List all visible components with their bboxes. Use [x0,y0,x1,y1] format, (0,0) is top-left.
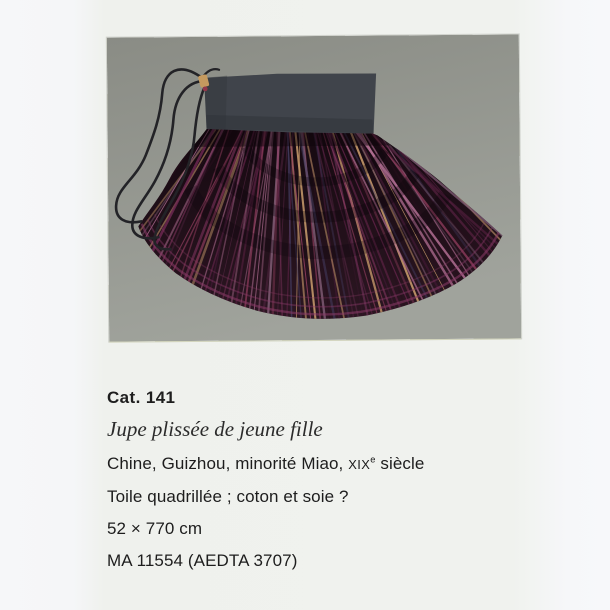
caption-block [107,386,527,577]
origin-line: Chine, Guizhou, minorité Miao, XIXe siècle [107,454,425,473]
catalog-number: Cat. 141 [107,388,176,407]
inventory-line: MA 11554 (AEDTA 3707) [107,551,298,570]
skirt-illustration [107,34,521,341]
artifact-photo [107,34,521,341]
dimensions-line: 52 × 770 cm [107,519,203,538]
material-line: Toile quadrillée ; coton et soie ? [107,487,349,506]
century-smallcaps: XIX [348,457,371,472]
waistband [204,73,376,135]
object-title: Jupe plissée de jeune fille [107,417,323,441]
